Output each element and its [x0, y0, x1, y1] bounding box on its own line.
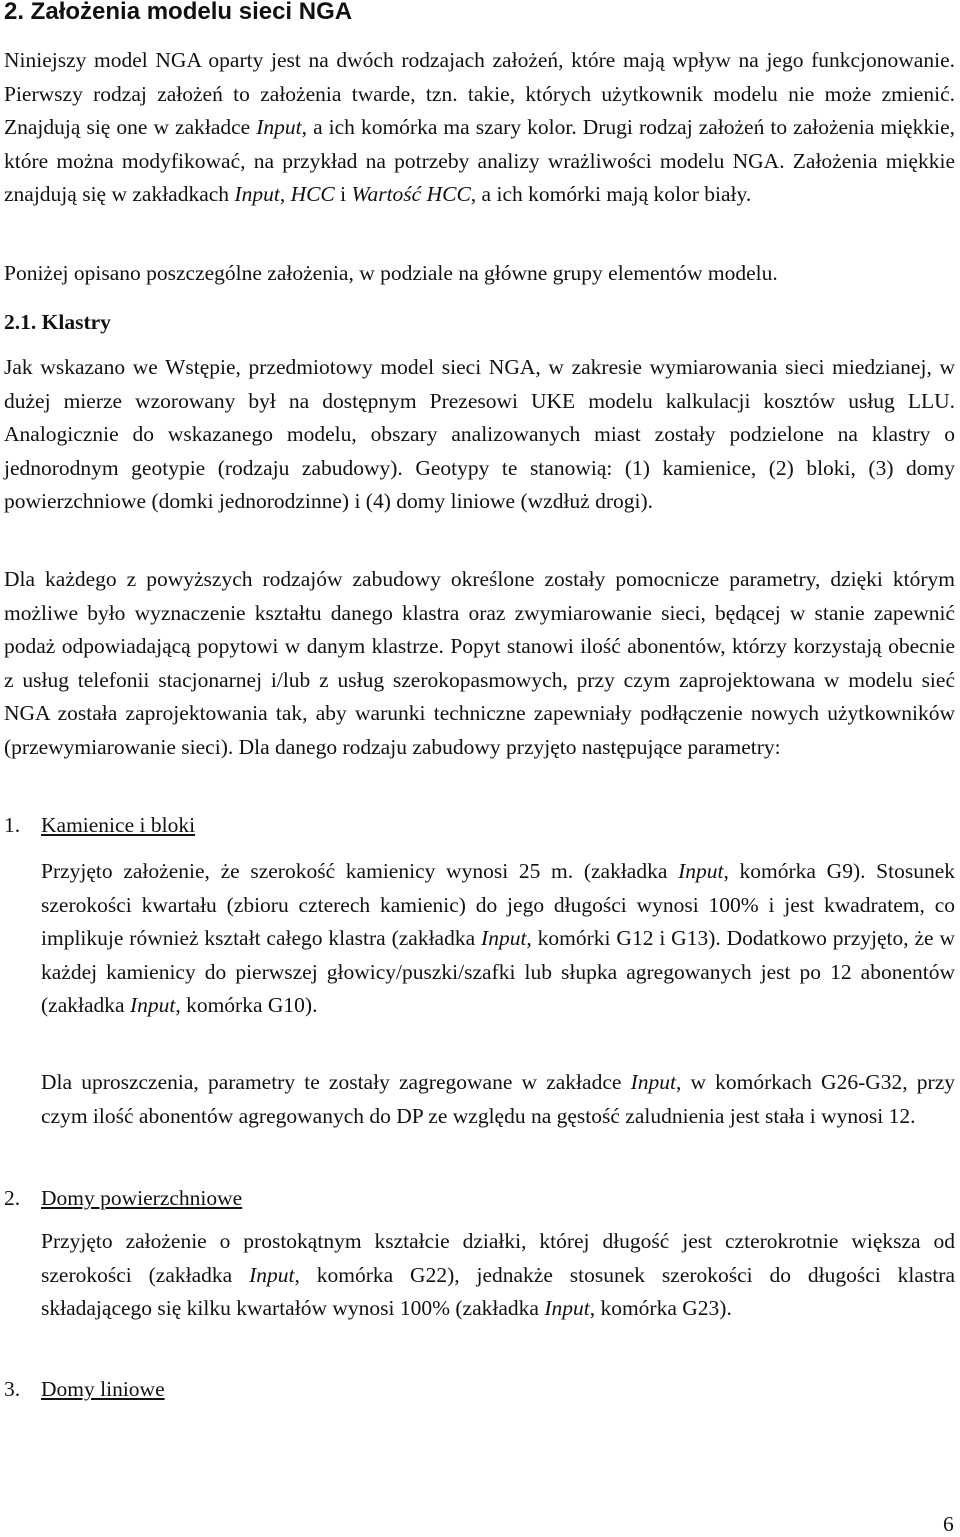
intro-text-2: , a ich komórka ma szary kolor. Drugi rodzaj założeń to założenia miękkie, które można modyfikować, na przykład na potrzeby analizy wrażliwości modelu NGA. Założenia miękkie znajdują się w zakładkach: [4, 115, 955, 207]
kam2-input-ref: Input: [630, 1070, 676, 1094]
kam-text-b: , komórka G9). Stosunek szerokości kwartału (zbioru czterech kamienic) do jego długości wynosi 100% i jest kwadratem, co implikuje również kształt całego klastra (zakładka: [41, 859, 956, 951]
intro-paragraph: [4, 44, 955, 212]
intro-text-1: Niniejszy model NGA oparty jest na dwóch rodzajach założeń, które mają wpływ na jego funkcjonowanie. Pierwszy rodzaj założeń to założenia twarde, tzn. takie, których użytkownik modelu nie może zmienić. Znajdują się one w zakładce: [4, 48, 955, 140]
list-number: 2.: [4, 1186, 21, 1210]
list-label: Domy powierzchniowe: [41, 1186, 243, 1210]
kam-input-ref-1: Input: [678, 859, 724, 883]
kam-input-ref-2: Input: [481, 926, 527, 951]
page-number: 6: [943, 1512, 954, 1536]
list-number: 1.: [4, 813, 21, 837]
klastry-paragraph-2: Dla każdego z powyższych rodzajów zabudowy określone zostały pomocnicze parametry, dzięki którym możliwe było wyznaczenie kształtu danego klastra oraz zwymiarowanie sieci, będącej w stanie zapewnić podaż odpowiadającą popytowi w danym klastrze. Popyt stanowi ilość abonentów, którzy korzystają obecnie z usług telefonii stacjonarnej i/lub z usług szerokopasmowych, przy czym zaprojektowana w modelu sieć NGA została zaprojektowania tak, aby warunki techniczne zapewniały podłączenie nowych użytkowników (przewymiarowanie sieci). Dla danego rodzaju zabudowy przyjęto następujące parametry:: [4, 567, 955, 759]
domy-text-b: , komórka G22), jednakże stosunek szerokości do długości klastra składającego się kilku kwartałów wynosi 100% (zakładka: [41, 1262, 955, 1321]
kam-text-d: , komórka G10).: [175, 993, 318, 1018]
intro-hcc-ref: HCC: [290, 182, 335, 207]
kamienice-paragraph-2: [41, 1066, 955, 1133]
list-item: [4, 810, 195, 840]
intro-input-ref: Input: [256, 115, 302, 140]
intro-sep: ,: [279, 182, 291, 207]
domy-input-ref-2: Input: [544, 1296, 590, 1321]
list-item: [4, 1374, 165, 1404]
subsection-heading: 2.1. Klastry: [4, 310, 111, 334]
kam-input-ref-3: Input: [129, 993, 176, 1018]
domy-paragraph: [41, 1225, 955, 1326]
kam-text-a: Przyjęto założenie, że szerokość kamienicy wynosi 25 m. (zakładka: [41, 859, 679, 883]
intro-and: i: [334, 182, 352, 207]
klastry-paragraph-1: Jak wskazano we Wstępie, przedmiotowy model sieci NGA, w zakresie wymiarowania sieci miedzianej, w dużej mierze wzorowany był na dostępnym Prezesowi UKE modelu kalkulacji kosztów usług LLU. Analogicznie do wskazanego modelu, obszary analizowanych miast zostały podzielone na klastry o jednorodnym geotypie (rodzaju zabudowy). Geotypy te stanowią: (1) kamienice, (2) bloki, (3) domy powierzchniowe (domki jednorodzinne) i (4) domy liniowe (wzdłuż drogi).: [4, 355, 955, 514]
domy-text-a: Przyjęto założenie o prostokątnym kształcie działki, której długość jest czterokrotnie większa od szerokości (zakładka: [41, 1229, 955, 1287]
kam2-text-b: , w komórkach G26-G32, przy czym ilość abonentów agregowanych do DP ze względu na gęstość zaludnienia jest stała i wynosi 12.: [41, 1070, 955, 1128]
list-label: Kamienice i bloki: [41, 813, 196, 837]
domy-text-c: , komórka G23).: [589, 1296, 732, 1321]
section-heading: 2. Założenia modelu sieci NGA: [4, 0, 353, 25]
kamienice-paragraph-1: [41, 855, 955, 1023]
domy-input-ref-1: Input: [249, 1262, 295, 1287]
kam2-text-a: Dla uproszczenia, parametry te zostały zagregowane w zakładce: [41, 1070, 631, 1094]
intro-wartosc-ref: Wartość HCC: [351, 182, 471, 207]
intro-text-3: , a ich komórki mają kolor biały.: [470, 182, 752, 207]
list-number: 3.: [4, 1377, 21, 1401]
intro-input-ref-2: Input: [234, 182, 280, 207]
kam-text-c: , komórki G12 i G13). Dodatkowo przyjęto, że w każdej kamienicy do pierwszej głowicy/puszki/szafki lub słupka agregowanych jest po 12 abonentów (zakładka: [41, 926, 955, 1018]
list-label: Domy liniowe: [41, 1377, 165, 1401]
list-item: [4, 1183, 242, 1213]
below-paragraph: Poniżej opisano poszczególne założenia, w podziale na główne grupy elementów modelu.: [4, 261, 778, 285]
